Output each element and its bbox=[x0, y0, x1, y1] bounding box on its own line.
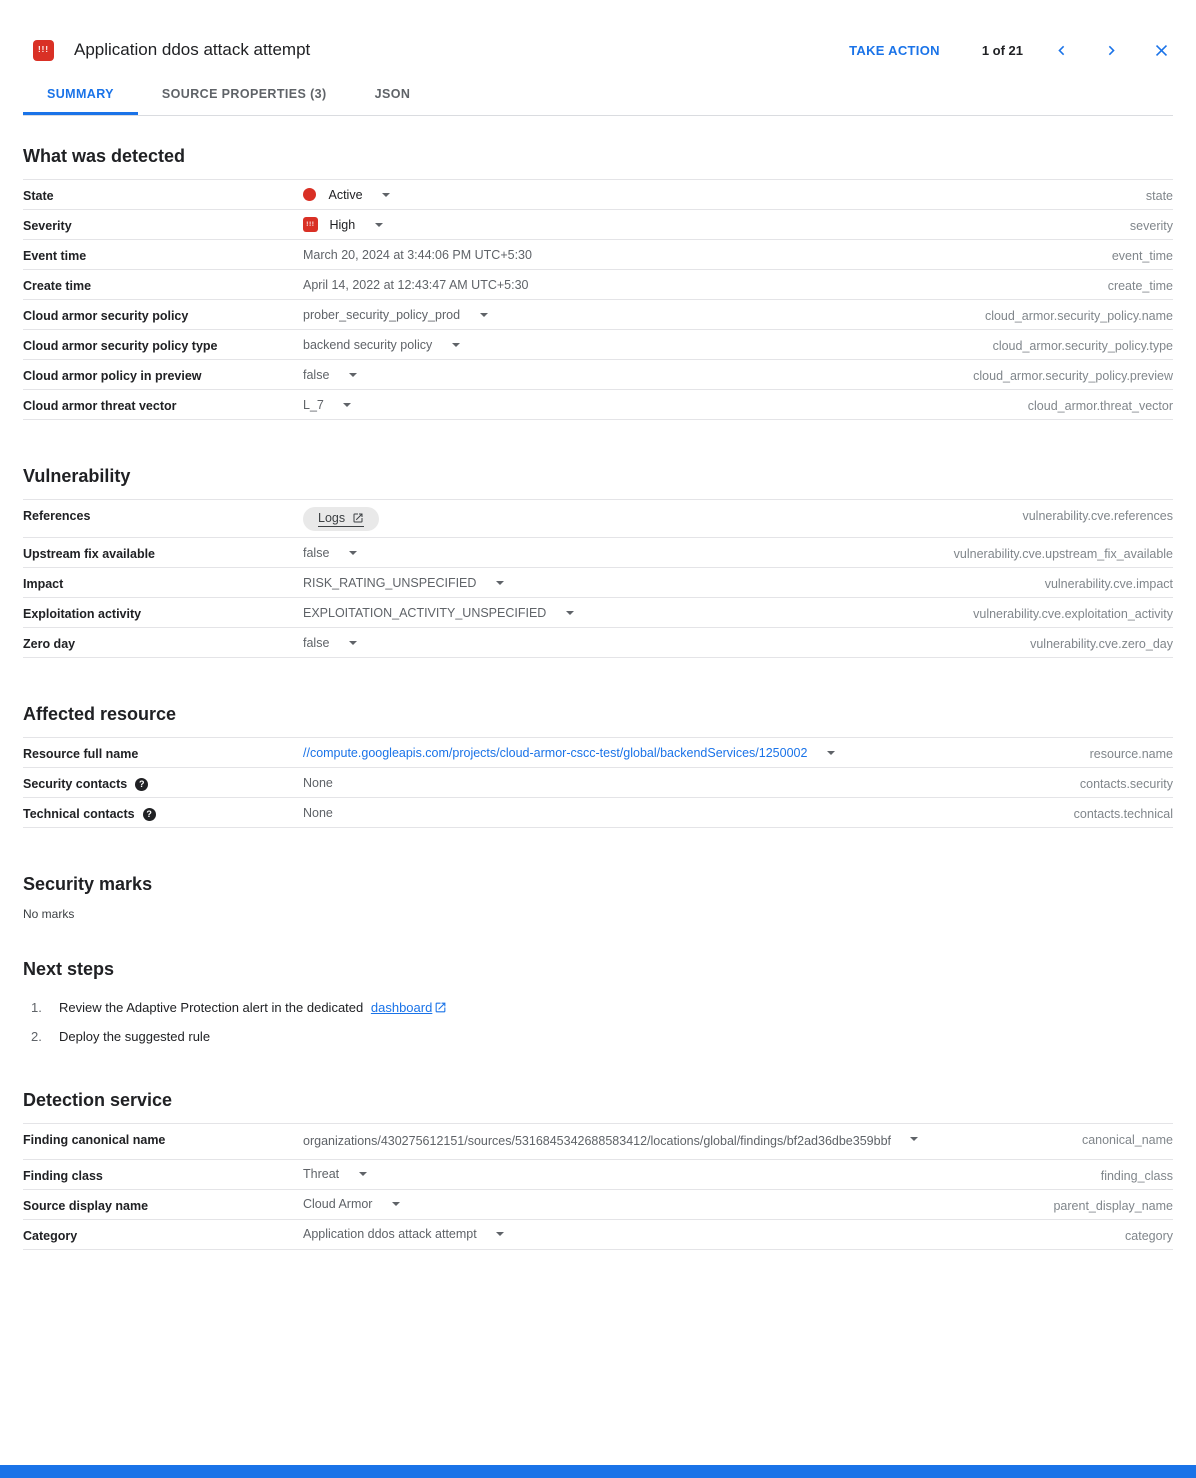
canonical-name-dropdown[interactable]: organizations/430275612151/sources/5316845342688583412/locations/global/findings/bf2ad36dbe359bbf bbox=[303, 1131, 948, 1152]
table-row-upstream-fix bbox=[23, 538, 1173, 568]
category-dropdown[interactable]: Application ddos attack attempt bbox=[303, 1227, 948, 1242]
tab-json[interactable]: JSON bbox=[374, 87, 411, 101]
row-label: Cloud armor policy in preview bbox=[23, 369, 202, 383]
dashboard-link[interactable]: dashboard bbox=[370, 1000, 433, 1016]
chevron-down-icon[interactable] bbox=[392, 1202, 400, 1206]
chevron-left-icon bbox=[1052, 41, 1071, 60]
tab-summary[interactable]: SUMMARY bbox=[23, 74, 138, 115]
detection-service-table bbox=[23, 1123, 1173, 1249]
chevron-down-icon[interactable] bbox=[910, 1137, 918, 1141]
field-name: cloud_armor.security_policy.type bbox=[992, 339, 1173, 353]
section-title-detection-service: Detection service bbox=[23, 1090, 173, 1111]
state-dropdown[interactable]: Active bbox=[303, 187, 948, 202]
section-title-vulnerability: Vulnerability bbox=[23, 466, 131, 486]
field-name: cloud_armor.threat_vector bbox=[1027, 399, 1173, 413]
row-label: Category bbox=[23, 1228, 78, 1243]
table-row-resource-full-name bbox=[23, 738, 1173, 768]
field-name: vulnerability.cve.exploitation_activity bbox=[973, 607, 1173, 621]
exploitation-activity-dropdown[interactable]: EXPLOITATION_ACTIVITY_UNSPECIFIED bbox=[303, 605, 948, 620]
chevron-down-icon[interactable] bbox=[827, 751, 835, 755]
section-title-affected-resource: Affected resource bbox=[23, 704, 177, 724]
security-policy-type-dropdown[interactable]: backend security policy bbox=[303, 337, 948, 352]
what-was-detected-table bbox=[23, 179, 1173, 420]
header-actions bbox=[849, 38, 1173, 62]
row-label: Exploitation activity bbox=[23, 607, 142, 621]
section-title-security-marks: Security marks bbox=[23, 874, 153, 895]
resource-name-dropdown[interactable] bbox=[303, 745, 948, 760]
field-name: vulnerability.cve.references bbox=[1022, 509, 1173, 523]
field-name: contacts.security bbox=[1079, 777, 1173, 791]
table-row-threat-vector bbox=[23, 390, 1173, 420]
vulnerability-table bbox=[23, 499, 1173, 658]
table-row-source-display-name bbox=[23, 1190, 1173, 1220]
field-name: parent_display_name bbox=[1053, 1198, 1173, 1213]
table-row-event-time bbox=[23, 240, 1173, 270]
next-steps-list bbox=[23, 1000, 1173, 1044]
upstream-fix-dropdown[interactable]: false bbox=[303, 545, 948, 560]
chevron-down-icon[interactable] bbox=[349, 373, 357, 377]
chevron-down-icon[interactable] bbox=[480, 313, 488, 317]
resource-link[interactable]: //compute.googleapis.com/projects/cloud-armor-cscc-test/global/backendServices/1250002 bbox=[303, 745, 808, 760]
table-row-state bbox=[23, 180, 1173, 210]
section-title-what-was-detected: What was detected bbox=[23, 146, 186, 166]
pagination-counter: 1 of 21 bbox=[981, 42, 1023, 58]
field-name: cloud_armor.security_policy.preview bbox=[973, 369, 1173, 383]
row-label: Cloud armor security policy bbox=[23, 309, 189, 323]
list-item: 1. Review the Adaptive Protection alert in the dedicated dashboard bbox=[23, 1000, 1173, 1017]
table-row-category bbox=[23, 1220, 1173, 1250]
field-name: cloud_armor.security_policy.name bbox=[984, 309, 1173, 323]
security-contacts-value: None bbox=[303, 775, 333, 790]
source-display-name-dropdown[interactable]: Cloud Armor bbox=[303, 1197, 948, 1212]
row-label: State bbox=[23, 189, 54, 203]
page-title: Application ddos attack attempt bbox=[74, 40, 311, 59]
references-value bbox=[303, 507, 948, 531]
high-severity-icon: !!! bbox=[303, 217, 318, 232]
table-row-technical-contacts bbox=[23, 798, 1173, 828]
table-row-policy-preview bbox=[23, 360, 1173, 390]
row-label: Technical contacts ? bbox=[23, 805, 303, 821]
section-title-next-steps: Next steps bbox=[23, 959, 115, 980]
event-time-value: March 20, 2024 at 3:44:06 PM UTC+5:30 bbox=[303, 247, 532, 262]
field-name: contacts.technical bbox=[1073, 807, 1173, 822]
table-row-severity bbox=[23, 210, 1173, 240]
chevron-down-icon[interactable] bbox=[496, 581, 504, 585]
row-label: Create time bbox=[23, 279, 92, 293]
impact-dropdown[interactable]: RISK_RATING_UNSPECIFIED bbox=[303, 575, 948, 590]
high-severity-icon: !!! bbox=[33, 40, 54, 61]
logs-chip[interactable]: Logs bbox=[303, 507, 379, 531]
table-row-finding-class bbox=[23, 1160, 1173, 1190]
active-state-dot-icon bbox=[303, 188, 316, 201]
field-name: event_time bbox=[1111, 249, 1173, 263]
help-icon[interactable]: ? bbox=[143, 808, 156, 821]
table-row-zero-day bbox=[23, 628, 1173, 658]
chevron-right-icon bbox=[1102, 41, 1121, 60]
zero-day-dropdown[interactable]: false bbox=[303, 635, 948, 650]
header bbox=[23, 0, 1173, 62]
create-time-value: April 14, 2022 at 12:43:47 AM UTC+5:30 bbox=[303, 277, 529, 292]
tab-source-properties[interactable]: SOURCE PROPERTIES (3) bbox=[161, 87, 327, 101]
row-label: References bbox=[23, 509, 91, 523]
chevron-down-icon[interactable] bbox=[382, 193, 390, 197]
field-name: create_time bbox=[1107, 279, 1173, 293]
field-name: severity bbox=[1129, 219, 1173, 233]
chevron-down-icon[interactable] bbox=[343, 403, 351, 407]
open-in-new-icon[interactable] bbox=[434, 1001, 447, 1017]
row-label: Event time bbox=[23, 249, 87, 263]
row-label: Security contacts ? bbox=[23, 775, 303, 791]
row-label: Zero day bbox=[23, 637, 76, 651]
field-name: vulnerability.cve.impact bbox=[1044, 577, 1173, 591]
table-row-security-policy bbox=[23, 300, 1173, 330]
field-name: category bbox=[1125, 1228, 1173, 1243]
row-label: Cloud armor threat vector bbox=[23, 399, 177, 413]
no-marks-text: No marks bbox=[23, 907, 75, 922]
open-in-new-icon bbox=[352, 512, 364, 524]
table-row-security-contacts bbox=[23, 768, 1173, 798]
row-label: Source display name bbox=[23, 1198, 149, 1213]
affected-resource-table bbox=[23, 737, 1173, 828]
row-label: Cloud armor security policy type bbox=[23, 339, 218, 353]
next-finding-button[interactable] bbox=[1099, 38, 1123, 62]
row-label: Finding class bbox=[23, 1168, 103, 1183]
policy-preview-dropdown[interactable]: false bbox=[303, 367, 948, 382]
take-action-button[interactable]: TAKE ACTION bbox=[849, 42, 940, 58]
table-row-references bbox=[23, 500, 1173, 538]
table-row-security-policy-type bbox=[23, 330, 1173, 360]
chevron-down-icon[interactable] bbox=[452, 343, 460, 347]
chevron-down-icon[interactable] bbox=[349, 641, 357, 645]
field-name: vulnerability.cve.zero_day bbox=[1030, 637, 1173, 651]
field-name: vulnerability.cve.upstream_fix_available bbox=[953, 547, 1173, 561]
severity-dropdown[interactable]: !!! High bbox=[303, 217, 948, 232]
list-item: 2. Deploy the suggested rule bbox=[31, 1029, 211, 1045]
row-label: Upstream fix available bbox=[23, 547, 156, 561]
field-name: resource.name bbox=[1089, 747, 1173, 761]
close-button[interactable] bbox=[1149, 38, 1173, 62]
technical-contacts-value: None bbox=[303, 805, 333, 820]
chevron-down-icon[interactable] bbox=[496, 1232, 504, 1236]
table-row-impact bbox=[23, 568, 1173, 598]
close-icon bbox=[1152, 41, 1171, 60]
chevron-down-icon[interactable] bbox=[566, 611, 574, 615]
help-icon[interactable]: ? bbox=[135, 778, 148, 791]
chevron-down-icon[interactable] bbox=[359, 1172, 367, 1176]
chevron-down-icon[interactable] bbox=[349, 551, 357, 555]
bottom-bar bbox=[0, 1465, 1196, 1478]
tab-bar bbox=[23, 74, 1173, 116]
chevron-down-icon[interactable] bbox=[375, 223, 383, 227]
field-name: state bbox=[1145, 189, 1173, 203]
table-row-create-time bbox=[23, 270, 1173, 300]
field-name: canonical_name bbox=[1081, 1133, 1173, 1148]
row-label: Impact bbox=[23, 577, 64, 591]
table-row-canonical-name bbox=[23, 1124, 1173, 1159]
security-policy-dropdown[interactable]: prober_security_policy_prod bbox=[303, 307, 948, 322]
table-row-exploitation-activity bbox=[23, 598, 1173, 628]
row-label: Resource full name bbox=[23, 747, 139, 761]
previous-finding-button[interactable] bbox=[1049, 38, 1073, 62]
finding-class-dropdown[interactable]: Threat bbox=[303, 1167, 948, 1182]
threat-vector-dropdown[interactable]: L_7 bbox=[303, 397, 948, 412]
row-label: Severity bbox=[23, 219, 72, 233]
row-label: Finding canonical name bbox=[23, 1133, 166, 1148]
field-name: finding_class bbox=[1100, 1168, 1173, 1183]
